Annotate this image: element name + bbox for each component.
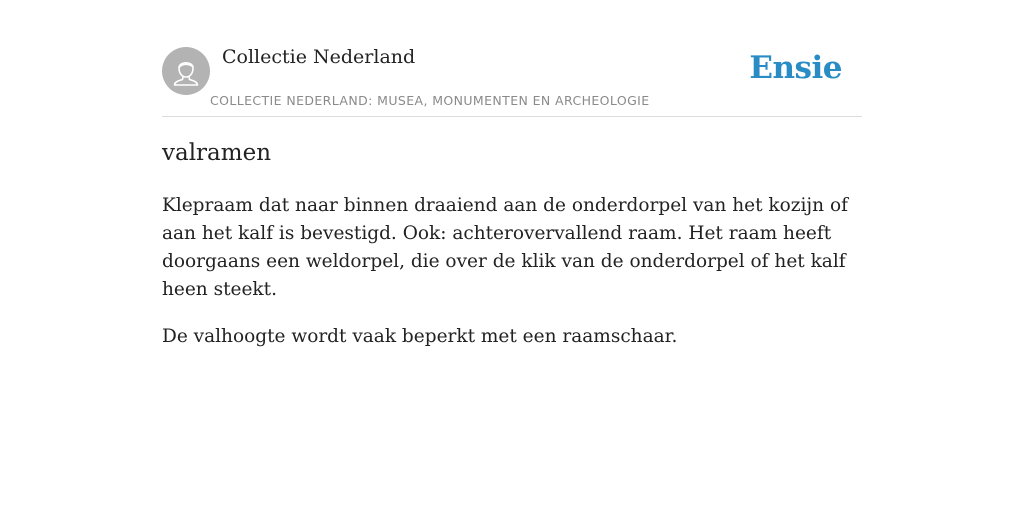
- definition-paragraph: De valhoogte wordt vaak beperkt met een raamschaar.: [162, 326, 678, 347]
- header: [162, 0, 862, 117]
- author-name[interactable]: Collectie Nederland: [222, 46, 416, 68]
- avatar[interactable]: [162, 47, 210, 95]
- source-subtitle[interactable]: COLLECTIE NEDERLAND: MUSEA, MONUMENTEN EN ARCHEOLOGIE: [210, 93, 650, 108]
- brand-logo[interactable]: Ensie: [749, 50, 842, 86]
- page: [162, 0, 862, 512]
- user-icon: [162, 47, 210, 95]
- definition-paragraph: Klepraam dat naar binnen draaiend aan de onderdorpel van het kozijn of aan het kalf is bevestigd. Ook: achterovervallend raam. Het raam heeft doorgaans een weldorpel, die over de klik van de onderdorpel of het kalf heen steekt.: [162, 195, 848, 300]
- definition-text: [162, 192, 862, 370]
- page-title: valramen: [162, 140, 272, 166]
